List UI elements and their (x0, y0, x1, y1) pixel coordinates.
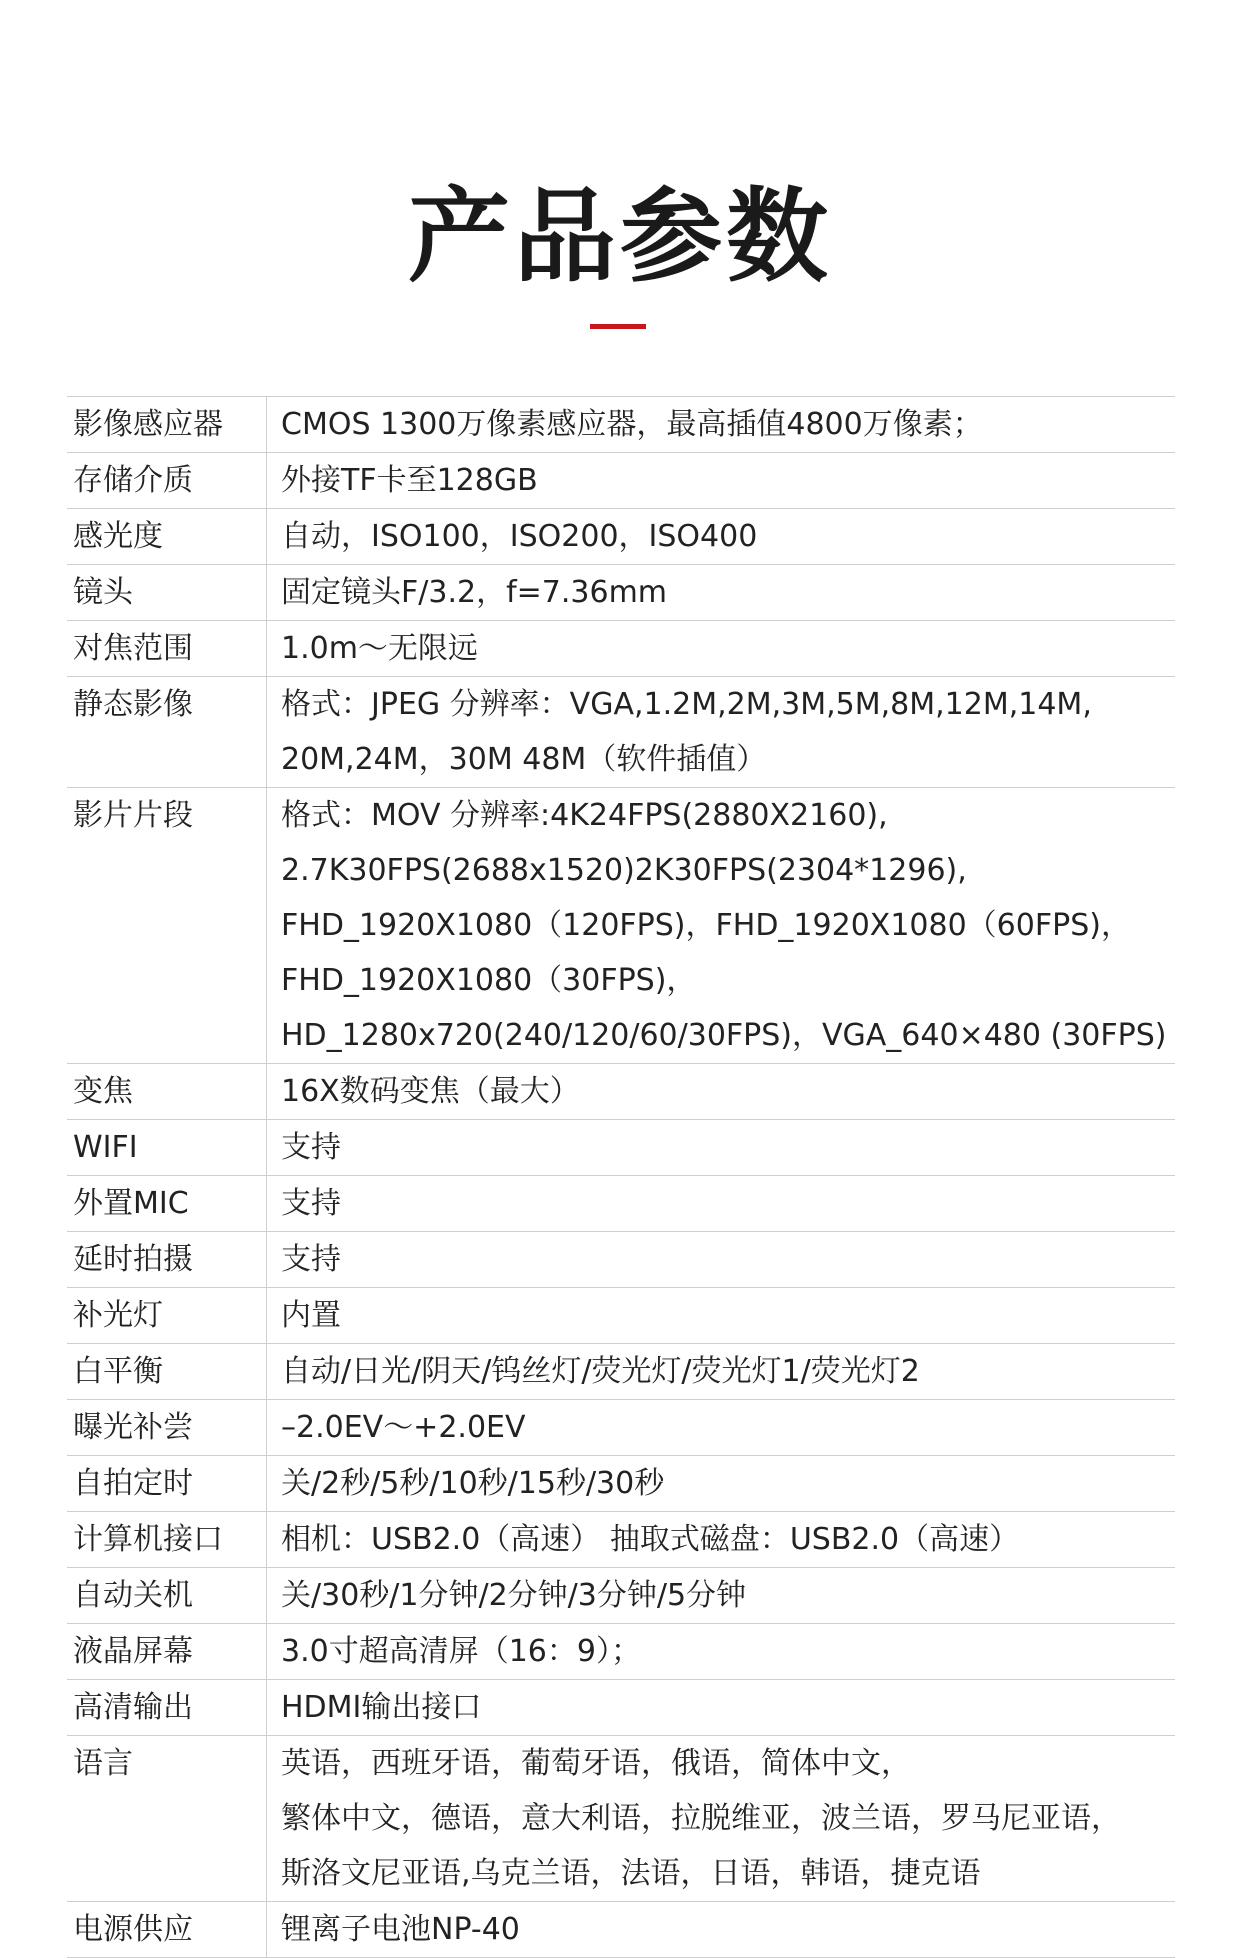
spec-value-line: 关/2秒/5秒/10秒/15秒/30秒 (281, 1466, 665, 1501)
spec-row (67, 1568, 1175, 1624)
spec-value (267, 1568, 1176, 1624)
title-underline (590, 324, 646, 329)
spec-label: 影片片段 (67, 788, 267, 1064)
spec-row (67, 788, 1175, 1064)
spec-row (67, 1288, 1175, 1344)
spec-value-line: FHD_1920X1080（120FPS)，FHD_1920X1080（60FPS)， (281, 908, 1131, 943)
spec-value-line: 3.0寸超高清屏（16：9）； (281, 1634, 641, 1669)
spec-value-line: FHD_1920X1080（30FPS)， (281, 963, 697, 998)
spec-value-line: 相机：USB2.0（高速） 抽取式磁盘：USB2.0（高速） (281, 1522, 1020, 1557)
spec-value-line: 斯洛文尼亚语,乌克兰语，法语，日语，韩语，捷克语 (281, 1856, 981, 1891)
spec-label: WIFI (67, 1120, 267, 1176)
spec-value (267, 1512, 1176, 1568)
spec-label: 静态影像 (67, 677, 267, 788)
spec-value-line: 关/30秒/1分钟/2分钟/3分钟/5分钟 (281, 1578, 747, 1613)
spec-value (267, 1176, 1176, 1232)
spec-label: 对焦范围 (67, 621, 267, 677)
spec-row (67, 1176, 1175, 1232)
spec-row (67, 677, 1175, 788)
spec-label: 镜头 (67, 565, 267, 621)
spec-row (67, 565, 1175, 621)
spec-value (267, 1288, 1176, 1344)
spec-row (67, 397, 1175, 453)
spec-value-line: 2.7K30FPS(2688x1520)2K30FPS(2304*1296), (281, 853, 967, 888)
spec-label: 外置MIC (67, 1176, 267, 1232)
spec-value (267, 1064, 1176, 1120)
spec-row (67, 1902, 1175, 1958)
spec-value-line: 英语，西班牙语，葡萄牙语，俄语，简体中文， (281, 1746, 911, 1781)
spec-value (267, 1736, 1176, 1902)
spec-label: 自拍定时 (67, 1456, 267, 1512)
spec-row (67, 1736, 1175, 1902)
spec-label: 自动关机 (67, 1568, 267, 1624)
spec-row (67, 621, 1175, 677)
spec-label: 补光灯 (67, 1288, 267, 1344)
spec-value (267, 1400, 1176, 1456)
spec-value (267, 1456, 1176, 1512)
spec-value-line: 自动/日光/阴天/钨丝灯/荧光灯/荧光灯1/荧光灯2 (281, 1354, 920, 1389)
spec-value (267, 1902, 1176, 1958)
spec-value (267, 1344, 1176, 1400)
spec-value-line: 16X数码变焦（最大） (281, 1074, 580, 1109)
spec-label: 语言 (67, 1736, 267, 1902)
spec-value (267, 565, 1176, 621)
spec-value (267, 1680, 1176, 1736)
spec-row (67, 1512, 1175, 1568)
spec-value (267, 397, 1176, 453)
spec-row (67, 1120, 1175, 1176)
spec-value (267, 677, 1176, 788)
spec-row (67, 453, 1175, 509)
spec-value-line: –2.0EV～+2.0EV (281, 1410, 526, 1445)
spec-row (67, 509, 1175, 565)
spec-label: 计算机接口 (67, 1512, 267, 1568)
spec-value (267, 1120, 1176, 1176)
spec-row (67, 1400, 1175, 1456)
spec-value (267, 788, 1176, 1064)
spec-row (67, 1232, 1175, 1288)
spec-row (67, 1344, 1175, 1400)
spec-value-line: 支持 (281, 1242, 341, 1277)
spec-value-line: HD_1280x720(240/120/60/30FPS)，VGA_640×480 (30FPS) (281, 1018, 1167, 1053)
spec-value-line: 固定镜头F/3.2，f=7.36mm (281, 575, 668, 610)
page-title: 产品参数 (408, 178, 832, 297)
spec-label: 曝光补尝 (67, 1400, 267, 1456)
spec-value-line: 繁体中文，德语，意大利语，拉脱维亚，波兰语，罗马尼亚语， (281, 1801, 1121, 1836)
spec-value-line: 格式：JPEG 分辨率：VGA,1.2M,2M,3M,5M,8M,12M,14M, (281, 687, 1092, 722)
spec-label: 变焦 (67, 1064, 267, 1120)
spec-label: 白平衡 (67, 1344, 267, 1400)
spec-label: 影像感应器 (67, 397, 267, 453)
spec-table-body (67, 397, 1175, 1958)
spec-value (267, 509, 1176, 565)
spec-value-line: 内置 (281, 1298, 341, 1333)
spec-value-line: HDMI输出接口 (281, 1690, 482, 1725)
spec-value-line: 外接TF卡至128GB (281, 463, 538, 498)
spec-label: 电源供应 (67, 1902, 267, 1958)
spec-value-line: 支持 (281, 1186, 341, 1221)
spec-value (267, 1232, 1176, 1288)
spec-row (67, 1064, 1175, 1120)
spec-value-line: 支持 (281, 1130, 341, 1165)
spec-value-line: CMOS 1300万像素感应器，最高插值4800万像素； (281, 407, 983, 442)
spec-table (67, 396, 1175, 1958)
spec-value-line: 格式：MOV 分辨率:4K24FPS(2880X2160), (281, 798, 888, 833)
spec-value-line: 20M,24M，30M 48M（软件插值） (281, 742, 767, 777)
spec-value (267, 621, 1176, 677)
spec-row (67, 1624, 1175, 1680)
spec-value-line: 1.0m～无限远 (281, 631, 478, 666)
spec-label: 高清输出 (67, 1680, 267, 1736)
spec-value (267, 1624, 1176, 1680)
spec-label: 感光度 (67, 509, 267, 565)
spec-label: 液晶屏幕 (67, 1624, 267, 1680)
spec-value (267, 453, 1176, 509)
spec-label: 延时拍摄 (67, 1232, 267, 1288)
spec-row (67, 1680, 1175, 1736)
spec-value-line: 自动，ISO100，ISO200，ISO400 (281, 519, 758, 554)
spec-row (67, 1456, 1175, 1512)
spec-value-line: 锂离子电池NP-40 (281, 1912, 520, 1947)
spec-label: 存储介质 (67, 453, 267, 509)
